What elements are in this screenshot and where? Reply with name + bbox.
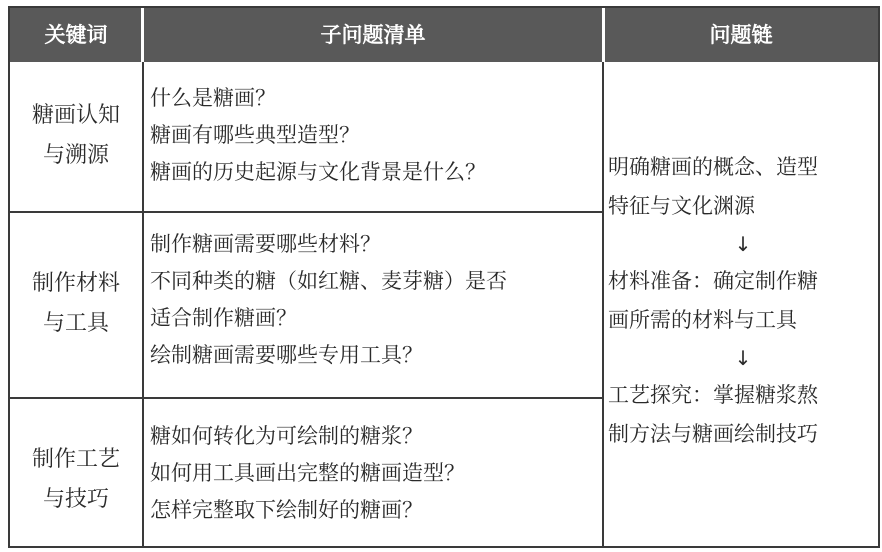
question-item: 糖画的历史起源与文化背景是什么？ (150, 160, 486, 184)
keyword-line: 与溯源 (42, 143, 109, 168)
question-item: 糖画有哪些典型造型？ (150, 123, 360, 147)
column-divider-1 (142, 62, 144, 546)
questions-cell-1 (150, 80, 602, 191)
question-item: 制作糖画需要哪些材料？ (150, 232, 381, 256)
keyword-line: 糖画认知 (31, 103, 120, 128)
question-item: 适合制作糖画？ (150, 306, 297, 330)
chain-step-2-line: 材料准备：确定制作糖 (608, 269, 818, 293)
chain-step-1-line: 特征与文化渊源 (608, 194, 755, 218)
keyword-cell-1 (10, 96, 142, 176)
down-arrow-icon: ↓ (734, 346, 752, 370)
question-item: 糖如何转化为可绘制的糖浆？ (150, 424, 423, 448)
keyword-cell-3 (10, 440, 142, 520)
keyword-line: 与工具 (42, 311, 109, 336)
chain-step-3-line: 制方法与糖画绘制技巧 (608, 422, 818, 446)
row-divider-1 (10, 211, 604, 213)
row-divider-2 (10, 397, 604, 399)
chain-step-1-line: 明确糖画的概念、造型 (608, 155, 818, 179)
chain-step-3-line: 工艺探究：掌握糖浆熬 (608, 383, 818, 407)
questions-cell-2 (150, 226, 602, 374)
question-item: 如何用工具画出完整的糖画造型？ (150, 461, 465, 485)
question-table (8, 6, 880, 548)
keyword-line: 与技巧 (42, 487, 109, 512)
header-keyword: 关键词 (44, 23, 108, 47)
chain-step-2-line: 画所需的材料与工具 (608, 308, 797, 332)
keyword-line: 制作材料 (31, 271, 120, 296)
question-chain (608, 148, 878, 454)
header-chain: 问题链 (709, 23, 773, 47)
column-divider-2 (602, 62, 604, 546)
questions-cell-3 (150, 418, 602, 529)
question-item: 怎样完整取下绘制好的糖画？ (150, 498, 423, 522)
question-item: 绘制糖画需要哪些专用工具？ (150, 343, 423, 367)
down-arrow-icon: ↓ (734, 232, 752, 256)
question-item: 什么是糖画？ (150, 86, 276, 110)
header-questions: 子问题清单 (320, 23, 426, 47)
header-divider-2 (602, 8, 605, 62)
question-item: 不同种类的糖（如红糖、麦芽糖）是否 (150, 269, 507, 293)
keyword-line: 制作工艺 (31, 447, 120, 472)
keyword-cell-2 (10, 264, 142, 344)
